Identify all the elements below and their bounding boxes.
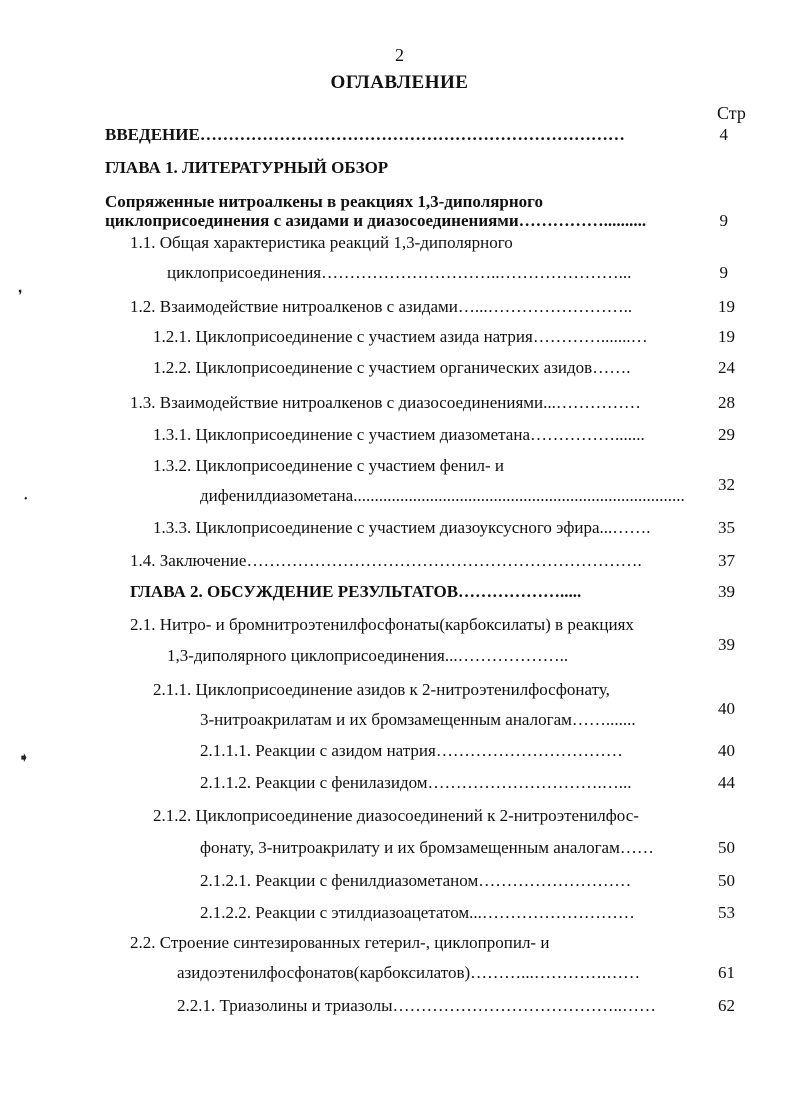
page-title: ОГЛАВЛЕНИЕ [330,72,469,93]
toc-page-number: 53 [718,903,735,922]
toc-chapter-2-heading: ГЛАВА 2. ОБСУЖДЕНИЕ РЕЗУЛЬТАТОВ………………..... [130,582,582,601]
toc-entry-line: 3-нитроакрилатам и их бромзамещенным аналогам……....... [200,710,636,729]
toc-entry-line: 2.1.1. Циклоприсоединение азидов к 2-нитроэтенилфосфонату, [153,680,610,699]
toc-page-number: 62 [718,996,735,1015]
toc-entry-line: 2.2.1. Триазолины и триазолы…………………………………..…… [177,996,657,1015]
toc-page-number: 40 [718,741,735,760]
toc-entry-line: 1.3.3. Циклоприсоединение с участием диазоуксусного эфира...……. [153,518,651,537]
toc-page-number: 44 [718,773,735,792]
toc-page-number: 40 [718,699,735,718]
toc-chapter-1-heading: ГЛАВА 1. ЛИТЕРАТУРНЫЙ ОБЗОР [105,158,389,177]
toc-page-number: 24 [718,358,735,377]
toc-page-number: 35 [718,518,735,537]
toc-entry-line: 2.1.1.1. Реакции с азидом натрия…………………………… [200,741,623,760]
toc-page-number: 29 [718,425,735,444]
toc-page-number: 50 [718,838,735,857]
toc-page-number: 39 [718,635,735,654]
toc-entry-line: 2.2. Строение синтезированных гетерил-, циклопропил- и [130,933,550,952]
toc-entry-line: циклоприсоединения…………………………..…………………... [167,263,632,282]
toc-page-number: 50 [718,871,735,890]
toc-page-number: 37 [718,551,735,570]
toc-page-number: 19 [718,297,735,316]
scan-speck: • [24,494,28,505]
toc-section-heading-line: циклоприсоединения с азидами и диазосоединениями…………….......... [105,211,647,230]
toc-entry-introduction: ВВЕДЕНИЕ………………………………………………………………… [105,125,625,144]
toc-entry-line: 2.1.1.2. Реакции с фенилазидом………………………….…... [200,773,632,792]
scan-speck: ➧ [18,751,30,766]
toc-page-number: 9 [719,263,728,282]
toc-page-number: 61 [718,963,735,982]
toc-section-heading-line: Сопряженные нитроалкены в реакциях 1,3-диполярного [105,192,543,211]
toc-entry-line: 2.1.2. Циклоприсоединение диазосоединений к 2-нитроэтенилфос- [153,806,639,825]
toc-entry-line: 1.3.2. Циклоприсоединение с участием фенил- и [153,456,505,475]
toc-entry-line: 2.1.2.2. Реакции с этилдиазоацетатом...……………………… [200,903,635,922]
toc-entry-line: дифенилдиазометана.............................................................................. [200,486,685,505]
page-column-header: Стр [717,103,746,123]
toc-entry-line: 1,3-диполярного циклоприсоединения...……………….. [167,646,569,665]
toc-entry-line: фонату, 3-нитроакрилату и их бромзамещенным аналогам…… [200,838,654,857]
toc-entry-line: 1.2.1. Циклоприсоединение с участием азида натрия………….......… [153,327,648,346]
toc-page-number: 39 [718,582,735,601]
toc-entry-line: 1.4. Заключение……………………………………………………………. [130,551,642,570]
toc-entry-line: 2.1.2.1. Реакции с фенилдиазометаном……………………… [200,871,632,890]
toc-entry-line: 1.1. Общая характеристика реакций 1,3-диполярного [130,233,513,252]
scan-speck: ❜ [18,289,23,304]
toc-entry-line: 1.2. Взаимодействие нитроалкенов с азидами…...…………………….. [130,297,633,316]
toc-page-number: 4 [719,125,728,144]
toc-entry-line: азидоэтенилфосфонатов(карбоксилатов)………...………….…… [177,963,641,982]
toc-page-number: 32 [718,475,735,494]
page-number: 2 [395,45,404,65]
toc-page-number: 28 [718,393,735,412]
toc-entry-line: 1.3. Взаимодействие нитроалкенов с диазосоединениями...…………… [130,393,641,412]
toc-entry-line: 2.1. Нитро- и бромнитроэтенилфосфонаты(карбоксилаты) в реакциях [130,615,634,634]
toc-page-number: 9 [719,211,728,230]
toc-page-number: 19 [718,327,735,346]
toc-entry-line: 1.3.1. Циклоприсоединение с участием диазометана……………....... [153,425,645,444]
toc-entry-line: 1.2.2. Циклоприсоединение с участием органических азидов……. [153,358,631,377]
